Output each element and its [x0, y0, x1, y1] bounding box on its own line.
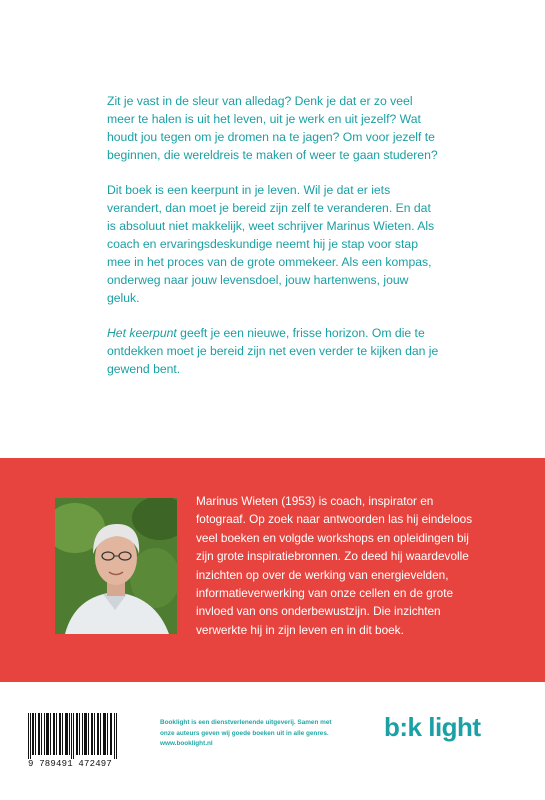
- publisher-line-1: Booklight is een dienstverlenende uitgeverij. Samen met: [160, 719, 332, 726]
- booklight-logo: b:k light: [384, 712, 481, 742]
- isbn-number: 9 789491 472497: [28, 759, 113, 769]
- blurb-paragraph-2: Dit boek is een keerpunt in je leven. Wil je dat er iets verandert, dan moet je bereid zijn zelf te veranderen. En dat is absoluut niet makkelijk, weet schrijver Marinus Wieten. Als coach en ervaringsdeskundige neemt hij je stap voor stap mee in het proces van de grote ommekeer. Als een kompas, onderweg naar jouw levensdoel, jouw hartenwens, jouw geluk.: [107, 183, 435, 305]
- book-title-italic: Het keerpunt: [107, 326, 177, 340]
- publisher-url: www.booklight.nl: [160, 740, 213, 747]
- author-photo: [55, 498, 177, 634]
- blurb-paragraph-3: [107, 324, 442, 378]
- publisher-line-2: onze auteurs geven wij goede boeken uit in alle genres.: [160, 729, 329, 737]
- blurb-paragraph-3-text: geeft je een nieuwe, frisse horizon. Om die te ontdekken moet je bereid zijn net even verder te kijken dan je gewend bent.: [107, 326, 439, 376]
- blurb-paragraph-1: Zit je vast in de sleur van alledag? Denk je dat er zo veel meer te halen is uit het leven, uit je werk en uit jezelf? Wat houdt jou tegen om je dromen na te jagen? Om voor jezelf te beginnen, die wereldreis te maken of weer te gaan studeren?: [107, 94, 438, 162]
- isbn-barcode: [28, 713, 118, 769]
- author-bio: Marinus Wieten (1953) is coach, inspirator en fotograaf. Op zoek naar antwoorden las hij eindeloos veel boeken en volgde workshops en opleidingen bij zijn grote inspiratiebronnen. Zo deed hij waardevolle inzichten op over de werking van energievelden, informatieverwerking van onze cellen en de grote invloed van ons onderbewustzijn. Die inzichten verwerkte hij in zijn leven en in dit boek.: [196, 494, 473, 637]
- barcode-bars: [28, 713, 118, 759]
- back-cover-blurb: [107, 92, 442, 395]
- author-section: [0, 458, 545, 682]
- publisher-info: [160, 718, 372, 750]
